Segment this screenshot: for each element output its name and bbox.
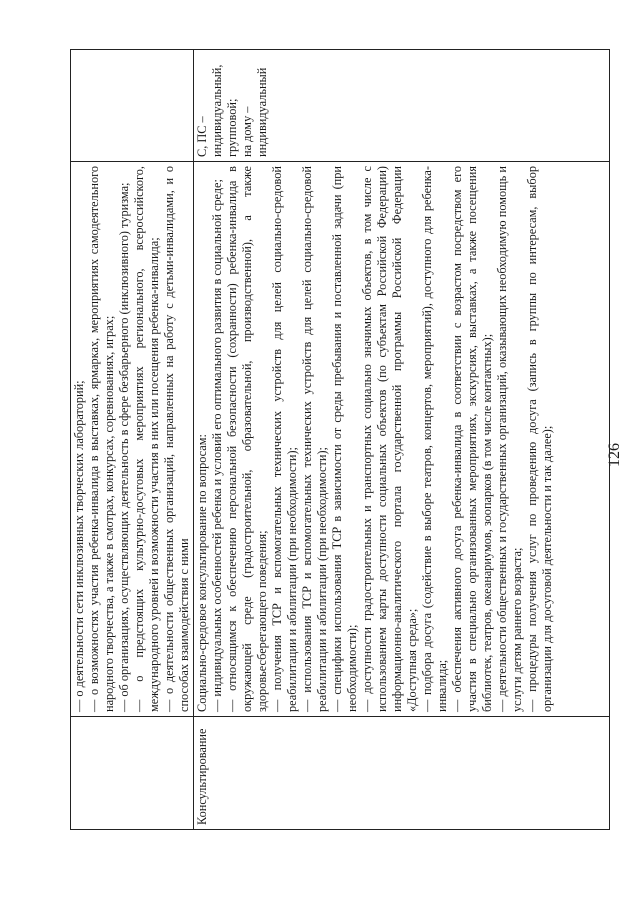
text-line: — о предстоящих культурно-досуговых мероприятиях регионального, всероссийского, международного уровней и возможности участия в них или посещения ребенка-инвалида;	[132, 166, 161, 712]
mode-line: индивидуальный,	[210, 64, 224, 157]
text-line: — подбора досуга (содействие в выборе театров, концертов, мероприятий), доступного для ребенка-инвалида;	[420, 166, 449, 712]
mode-line: индивидуальный	[255, 67, 269, 157]
text-line: — о возможностях участия ребенка-инвалида в выставках, ярмарках, мероприятиях самодеятельного народного творчества, а также в смотрах, конкурсах, соревнованиях, играх;	[87, 166, 116, 712]
table-cell-form: Консультирование	[194, 717, 610, 830]
text-line: — о деятельности сети инклюзивных творческих лабораторий;	[72, 380, 86, 712]
mode-line: С, ПС –	[195, 116, 209, 157]
text-line: — процедуры получения услуг по проведению досуга (запись в группы по интересам, выбор организации для досуговой деятельности и так далее);	[525, 166, 554, 712]
page-number: 126	[606, 443, 623, 467]
mode-line: групповой;	[225, 98, 239, 157]
text-line: — индивидуальных особенностей ребенка и условий его оптимального развития в социальной среде;	[210, 179, 224, 712]
text-line: — об организациях, осуществляющих деятельность в сфере безбарьерного (инклюзивного) туризма;	[117, 182, 131, 712]
table-cell-content	[194, 162, 610, 717]
text-line: — о деятельности общественных организаций, направленных на работу с детьми-инвалидами, и о способах взаимодействия с ними	[162, 166, 191, 712]
text-line: — специфики использования ТСР в зависимости от среды пребывания и поставленной задачи (при необходимости);	[330, 166, 359, 712]
table-cell-form	[71, 717, 194, 830]
text-line: — получения ТСР и вспомогательных технических устройств для целей социально-средовой реабилитации и абилитации (при необходимости);	[270, 166, 299, 712]
text-line: — относящимся к обеспечению персональной безопасности (сохранности) ребенка-инвалида в окружающей среде (градостроительной, образовательной, производственной), а также здоровьесберегающего поведения;	[225, 166, 269, 712]
table-cell-mode	[194, 50, 610, 162]
table-row	[71, 50, 194, 830]
reference-table	[70, 49, 610, 830]
table-cell-content	[71, 162, 194, 717]
mode-line: на дому –	[240, 106, 254, 157]
text-line: Социально-средовое консультирование по вопросам:	[195, 434, 209, 712]
text-line: — обеспечения активного досуга ребенка-инвалида в соответствии с возрастом посредством его участия в специально организованных мероприятиях, экскурсиях, выставках, а также посещения библиотек, театров, океанариумов, зоопарков (в том числе контактных);	[450, 166, 494, 712]
text-line: — деятельности общественных и государственных организаций, оказывающих необходимую помощь и услуги детям раннего возраста;	[495, 166, 524, 712]
text-line: — использования ТСР и вспомогательных технических устройств для целей социально-средовой реабилитации и абилитации (при необходимости);	[300, 166, 329, 712]
text-line: — доступности градостроительных и транспортных социально значимых объектов, в том числе с использованием карты доступности социальных объектов (по субъектам Российской Федерации) информационно-аналитического портала государственной программы Российской Федерации «Доступная среда»;	[360, 166, 419, 712]
table-row	[194, 50, 610, 830]
table-cell-mode	[71, 50, 194, 162]
